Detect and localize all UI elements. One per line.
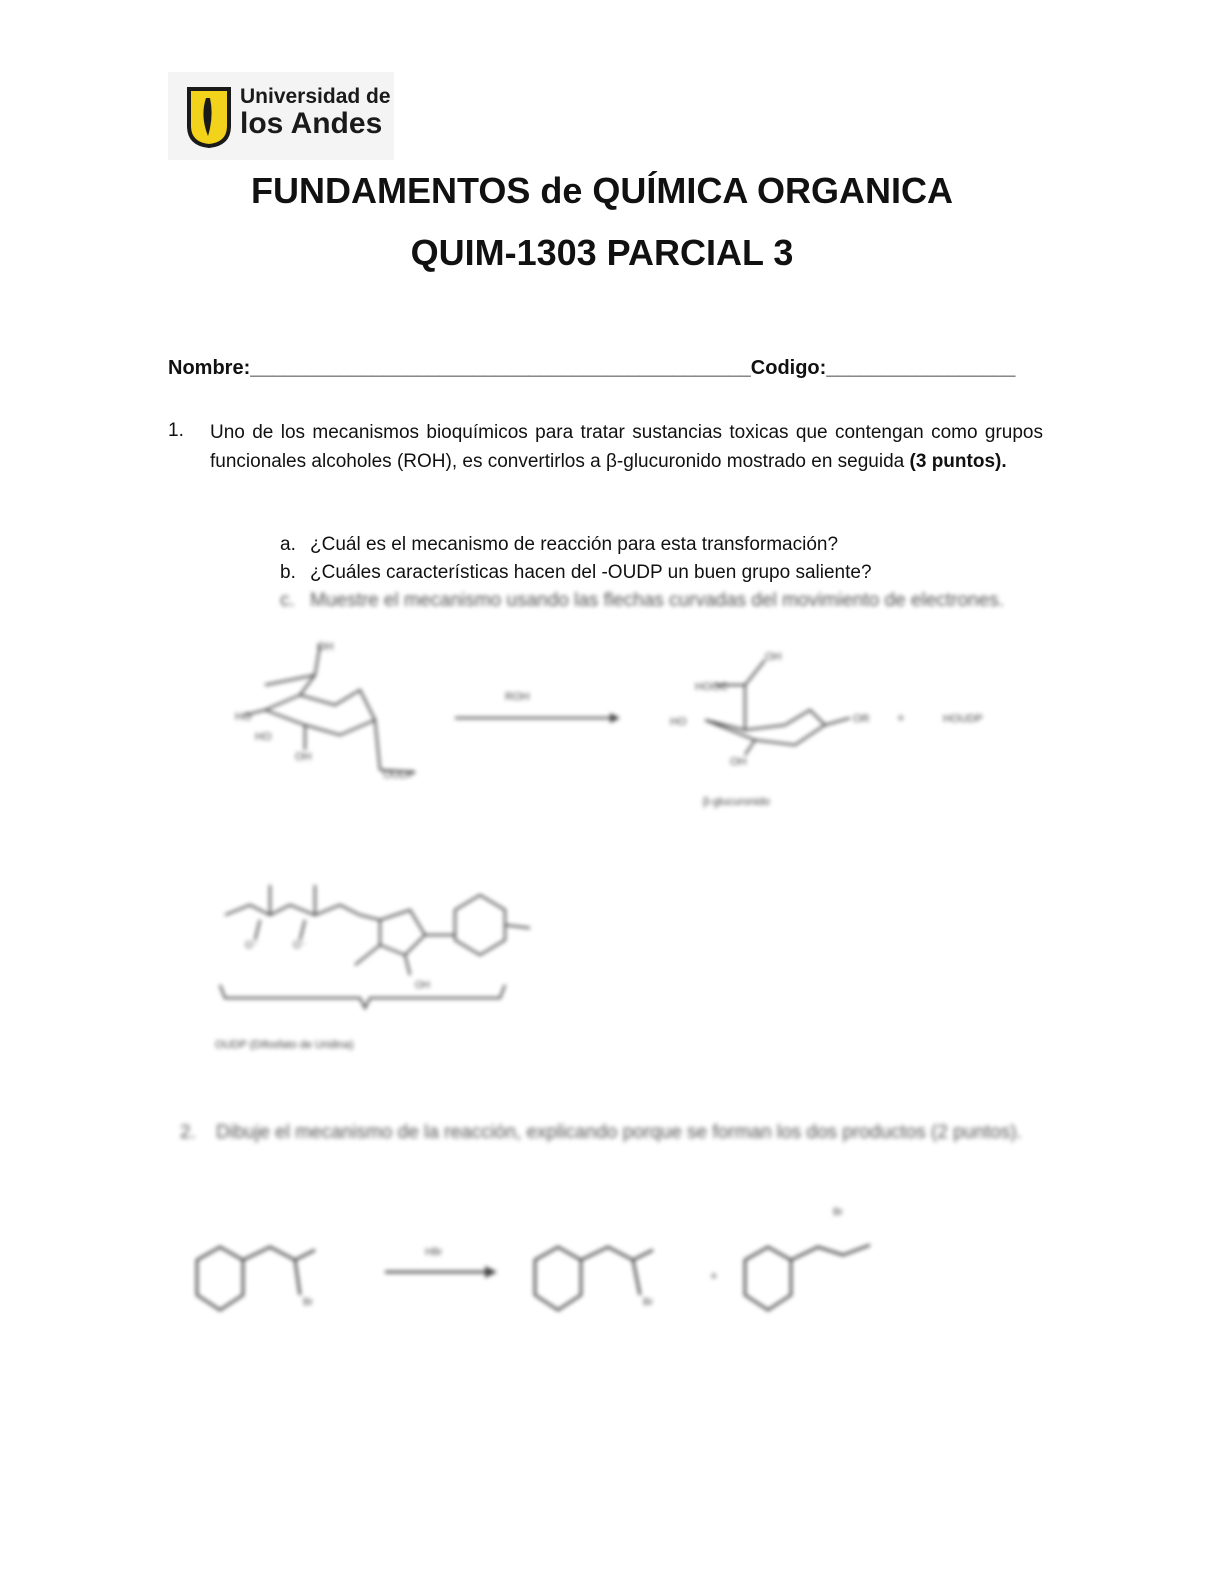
codigo-label: Codigo: — [750, 357, 827, 379]
byproduct-label: HOUDP — [943, 713, 983, 725]
university-logo — [168, 72, 394, 160]
question-1-statement: Uno de los mecanismos bioquímicos para tratar sustancias toxicas que contengan como grupos funcionales alcoholes (ROH), es convertirlos a β-glucuronido mostrado en seguida — [210, 422, 1043, 472]
svg-text:OH: OH — [317, 641, 334, 653]
glucuronidation-scheme — [225, 630, 1045, 820]
subquestion-c-text: Muestre el mecanismo usando las flechas curvadas del movimiento de electrones. — [310, 590, 1004, 611]
codigo-blank[interactable]: _________________ — [826, 357, 1016, 379]
subquestion-a-letter: a. — [280, 534, 296, 555]
nombre-blank[interactable]: _____________________________________________ — [250, 357, 751, 379]
svg-text:HO: HO — [235, 711, 252, 723]
svg-text:OH: OH — [765, 651, 782, 663]
question-2 — [180, 1118, 1046, 1147]
product-structure — [705, 660, 850, 755]
question-1-text — [210, 418, 1043, 476]
udp-label: OUDP (Difosfato de Uridina) — [215, 1039, 354, 1051]
svg-text:+: + — [710, 1268, 718, 1283]
hbr-addition-scheme — [185, 1200, 915, 1330]
logo-line-2: los Andes — [240, 107, 383, 140]
svg-text:OH: OH — [730, 756, 747, 768]
svg-text:Br: Br — [643, 1297, 653, 1308]
svg-text:Br: Br — [303, 1297, 313, 1308]
subquestion-b — [280, 562, 872, 584]
question-1-number: 1. — [168, 420, 184, 441]
svg-text:+: + — [897, 710, 905, 725]
subquestion-a — [280, 534, 838, 556]
subquestion-a-text: ¿Cuál es el mecanismo de reacción para esta transformación? — [310, 534, 839, 555]
svg-text:Br: Br — [833, 1207, 843, 1218]
reagent-label: ROH — [505, 691, 530, 703]
udp-structure — [215, 870, 545, 1055]
question-2-text: Dibuje el mecanismo de la reacción, explicando porque se forman los dos productos (2 puntos). — [216, 1122, 1022, 1143]
student-info-line — [168, 357, 1015, 380]
hbr-reagent-label: HBr — [425, 1247, 443, 1258]
svg-text:O⁻: O⁻ — [293, 940, 307, 951]
subquestion-b-letter: b. — [280, 562, 296, 583]
subquestion-c-letter: c. — [280, 590, 295, 611]
svg-text:O⁻: O⁻ — [245, 940, 259, 951]
product-label: β-glucuronido — [703, 796, 770, 808]
subquestion-b-text: ¿Cuáles características hacen del -OUDP un buen grupo saliente? — [310, 562, 872, 583]
logo-line-1: Universidad de — [240, 85, 391, 108]
svg-text:HO: HO — [255, 731, 272, 743]
question-2-number: 2. — [180, 1122, 196, 1143]
svg-text:OH: OH — [415, 980, 430, 991]
svg-text:HOOC: HOOC — [695, 681, 728, 693]
reactant-structure — [245, 645, 415, 772]
svg-text:OR: OR — [853, 713, 870, 725]
leaving-group-label: OUDP — [383, 769, 415, 781]
document-title: FUNDAMENTOS de QUÍMICA ORGANICA — [251, 170, 953, 211]
nombre-label: Nombre: — [168, 357, 251, 379]
svg-text:OH: OH — [295, 751, 312, 763]
document-subtitle: QUIM-1303 PARCIAL 3 — [410, 232, 794, 273]
logo-shield-icon — [186, 86, 232, 148]
question-1-points: (3 puntos). — [909, 451, 1007, 472]
subquestion-c — [280, 590, 1004, 612]
svg-text:HO: HO — [670, 716, 687, 728]
